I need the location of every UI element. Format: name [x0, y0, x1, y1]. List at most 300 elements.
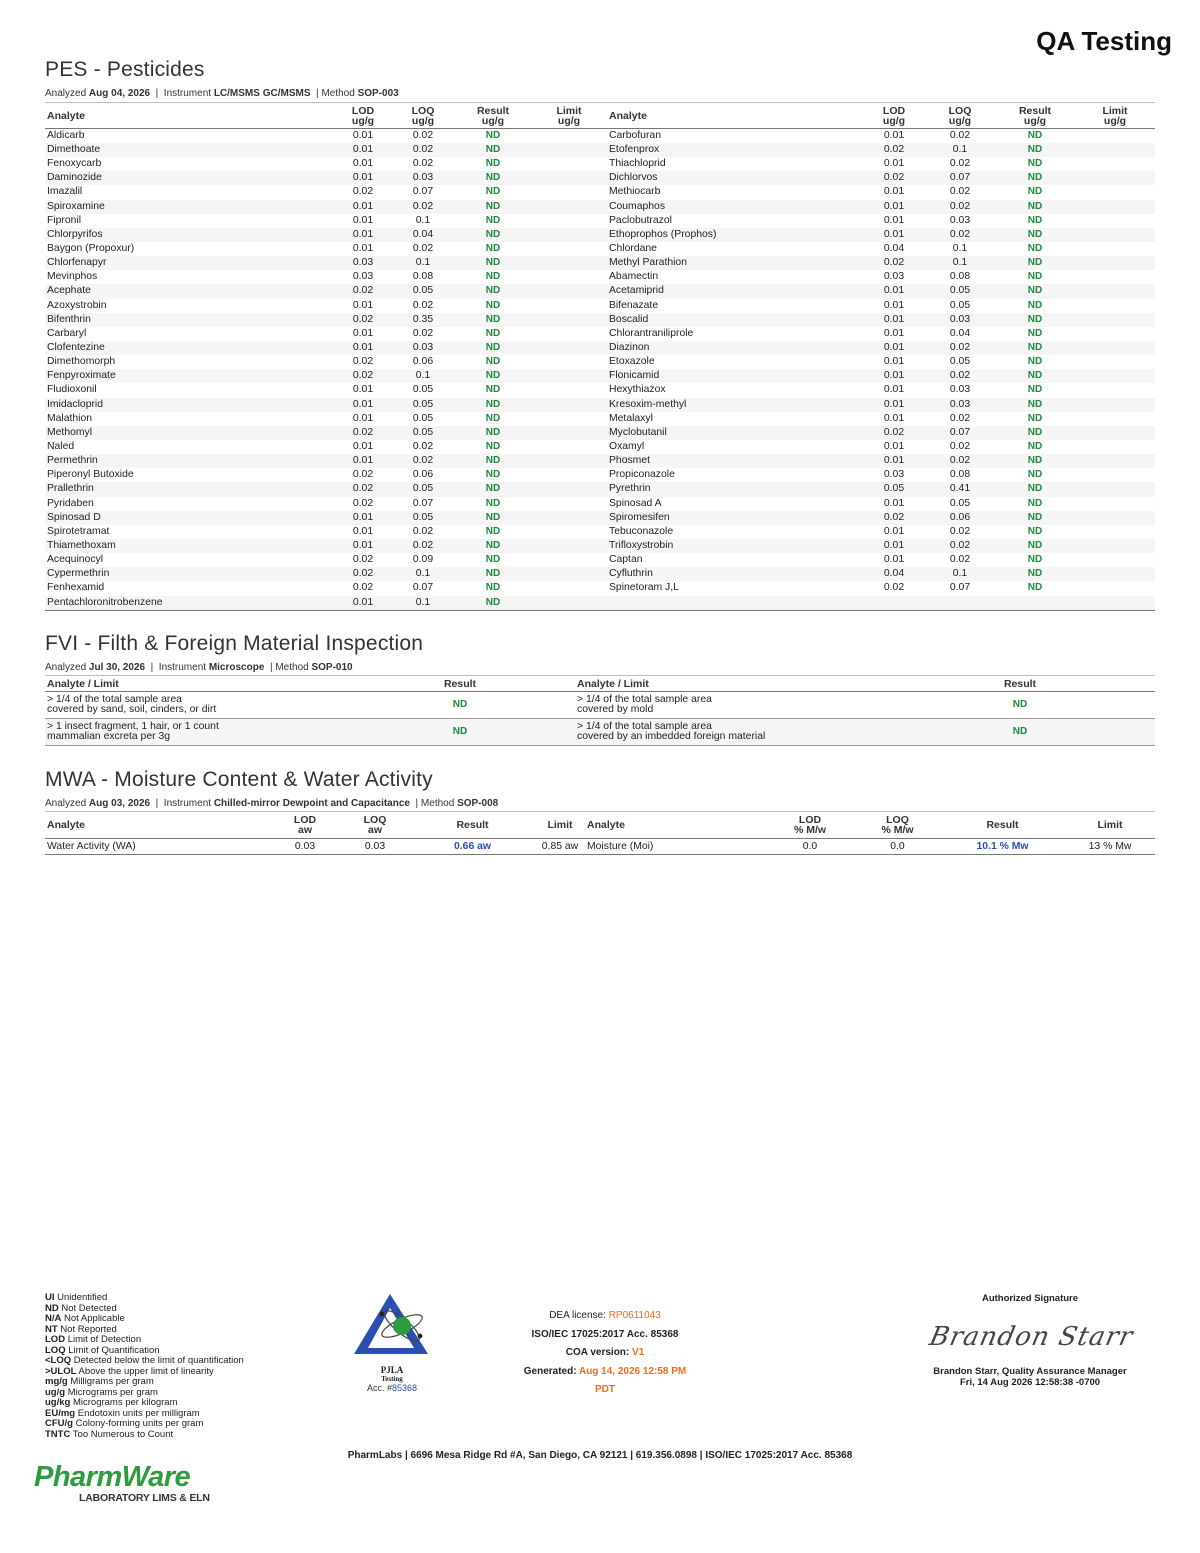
- loq-value: 0.09: [412, 554, 434, 566]
- lod-value: 0.02: [352, 554, 374, 566]
- limit-value: [1075, 454, 1155, 468]
- limit-value: [1075, 355, 1155, 369]
- lod-value: 0.03: [883, 271, 905, 283]
- lab-address: PharmLabs | 6696 Mesa Ridge Rd #A, San Diego, CA 92121 | 619.356.0898 | ISO/IEC 17025:2017 Acc. 85368: [347, 1450, 853, 1461]
- limit-value: [1075, 327, 1155, 341]
- limit-value: [531, 596, 607, 611]
- fvi-result: ND: [885, 692, 1155, 719]
- pes-meta: Analyzed Aug 04, 2026 | Instrument LC/MSMS GC/MSMS | Method SOP-003: [45, 88, 399, 99]
- limit-value: [531, 129, 607, 144]
- limit-value: [1075, 412, 1155, 426]
- result-value: ND: [995, 341, 1075, 355]
- mwa-col-result: Result: [410, 812, 535, 839]
- generated-date: Generated: Aug 14, 2026 12:58 PM: [523, 1365, 687, 1377]
- analyte-name: Malathion: [47, 412, 93, 424]
- pjla-acc: Acc. #85368: [366, 1383, 418, 1393]
- lod-value: 0.02: [352, 186, 374, 198]
- limit-value: [1075, 581, 1155, 595]
- result-value: ND: [455, 369, 531, 383]
- result-value: ND: [995, 228, 1075, 242]
- loq-value: 0.07: [412, 582, 434, 594]
- result-value: ND: [455, 256, 531, 270]
- table-row: [45, 398, 1155, 412]
- analyte-name: Naled: [47, 441, 75, 453]
- lod-value: 0.01: [335, 143, 391, 157]
- signature-script: Brandon Starr: [926, 1322, 1136, 1352]
- legend-item: UI Unidentified: [45, 1292, 108, 1303]
- limit-value: [531, 567, 607, 581]
- limit-value: [1075, 242, 1155, 256]
- analyte-name: Thiamethoxam: [45, 539, 335, 553]
- pes-col-loq: LOQ ug/g: [925, 103, 995, 129]
- limit-value: [1075, 256, 1155, 270]
- analyte-name: Boscalid: [607, 313, 863, 327]
- mwa-title: MWA - Moisture Content & Water Activity: [45, 768, 433, 791]
- limit-value: [1075, 200, 1155, 214]
- lod-value: 0.01: [883, 412, 905, 424]
- table-row: [45, 327, 1155, 341]
- analyte-name: Carbaryl: [47, 327, 87, 339]
- mwa-col-lod: LOD aw: [270, 812, 340, 839]
- lod-value: 0.01: [335, 228, 391, 242]
- lod-value: 0.03: [352, 271, 374, 283]
- limit-value: [531, 383, 607, 397]
- mwa-col-lod: LOD % M/w: [765, 812, 855, 839]
- limit-value: [531, 482, 607, 496]
- lod-value: 0.01: [335, 341, 391, 355]
- table-row: [45, 242, 1155, 256]
- limit-value: [531, 511, 607, 525]
- analyte-name: Acephate: [45, 284, 335, 298]
- loq-value: 0.02: [925, 200, 995, 214]
- analyte-name: Mevinphos: [47, 271, 98, 283]
- limit-value: [531, 228, 607, 242]
- table-row: [45, 440, 1155, 454]
- loq-value: 0.05: [412, 412, 434, 424]
- loq-value: 0.03: [925, 398, 995, 412]
- lod-value: 0.01: [335, 398, 391, 412]
- lod-value: 0.01: [335, 511, 391, 525]
- loq-value: 0.05: [391, 482, 455, 496]
- legend-item: ND Not Detected: [45, 1302, 117, 1314]
- table-row: [45, 497, 1155, 511]
- dea-license: DEA license: RP0611043: [549, 1310, 661, 1321]
- pes-col-limit: Limit ug/g: [531, 103, 607, 129]
- loq-value: 0.1: [925, 567, 995, 581]
- analyte-name: Fipronil: [47, 214, 82, 226]
- loq-value: 0.06: [412, 469, 434, 481]
- analyte-name: Dichlorvos: [607, 171, 863, 185]
- table-row: [45, 719, 1155, 746]
- pes-col-result: Result ug/g: [455, 103, 531, 129]
- loq-value: 0.07: [925, 426, 995, 440]
- analyte-name: Abamectin: [609, 271, 659, 283]
- lod-value: 0.01: [883, 384, 905, 396]
- analyte-name: Etoxazole: [609, 356, 655, 368]
- fvi-limit-text: > 1/4 of the total sample area covered by mold: [575, 692, 885, 719]
- loq-value: 0.08: [412, 271, 434, 283]
- table-row: [45, 596, 1155, 611]
- mwa-table: [45, 811, 1155, 855]
- table-row: [45, 482, 1155, 496]
- result-value: ND: [995, 284, 1075, 298]
- mwa-meta: Analyzed Aug 03, 2026 | Instrument Chilled-mirror Dewpoint and Capacitance | Method SOP-008: [45, 798, 499, 809]
- lod-value: 0.01: [883, 327, 905, 339]
- table-row: [45, 839, 1155, 855]
- result-value: ND: [455, 341, 531, 355]
- lod-value: 0.01: [352, 441, 374, 453]
- limit-value: [1075, 383, 1155, 397]
- result-value: ND: [485, 441, 501, 453]
- fvi-table: [45, 675, 1155, 746]
- lod-value: 0.05: [863, 482, 925, 496]
- lod-value: 0.01: [352, 158, 374, 170]
- pes-col-loq: LOQ ug/g: [391, 103, 455, 129]
- analyte-name: Azoxystrobin: [47, 299, 107, 311]
- lod-value: 0.01: [335, 596, 391, 611]
- fvi-limit-text: > 1/4 of the total sample area covered by sand, soil, cinders, or dirt: [45, 692, 345, 719]
- analyte-name: Imidacloprid: [45, 398, 335, 412]
- limit-value: [1075, 468, 1155, 482]
- lod-value: 0.02: [863, 171, 925, 185]
- loq-value: 0.02: [949, 525, 971, 537]
- limit-value: [1075, 143, 1155, 157]
- loq-value: 0.05: [391, 284, 455, 298]
- fvi-result: ND: [885, 719, 1155, 746]
- mwa-col-limit: Limit: [1065, 812, 1155, 839]
- lod-value: 0.01: [352, 327, 374, 339]
- limit-value: [1075, 171, 1155, 185]
- result-value: ND: [455, 228, 531, 242]
- loq-value: 0.07: [949, 582, 971, 594]
- limit-value: [531, 327, 607, 341]
- legend-item: LOD Limit of Detection: [45, 1334, 142, 1345]
- analyte-name: Kresoxim-methyl: [607, 398, 863, 412]
- result-value: ND: [1027, 130, 1043, 141]
- lod-value: 0.01: [883, 554, 905, 566]
- limit-value: [1075, 511, 1155, 525]
- table-row: [45, 355, 1155, 369]
- result-value: ND: [455, 171, 531, 185]
- analyte-name: Ethoprophos (Prophos): [607, 228, 863, 242]
- lod-value: 0.01: [863, 539, 925, 553]
- legend-item: >ULOL Above the upper limit of linearity: [45, 1365, 214, 1377]
- pjla-sub: Testing: [381, 1375, 403, 1383]
- fvi-result: ND: [345, 719, 575, 746]
- result-value: ND: [995, 200, 1075, 214]
- signature-image: [920, 1304, 1140, 1366]
- lab-brand: QA Testing: [1036, 26, 1172, 56]
- analyte-name: Propiconazole: [609, 469, 675, 481]
- loq-value: [925, 596, 995, 611]
- loq-value: 0.07: [925, 171, 995, 185]
- loq-value: 0.1: [391, 596, 455, 611]
- result-value: ND: [1027, 271, 1043, 283]
- pes-title: PES - Pesticides: [45, 58, 205, 81]
- lod-value: 0.01: [883, 525, 905, 537]
- result-value: ND: [1027, 356, 1043, 368]
- table-row: [45, 228, 1155, 242]
- lod-value: 0.01: [352, 412, 374, 424]
- loq-value: 0.02: [391, 539, 455, 553]
- loq-value: 0.04: [949, 327, 971, 339]
- pes-col-result: Result ug/g: [995, 103, 1075, 129]
- result-value: ND: [455, 200, 531, 214]
- fvi-col-analyte: Analyte / Limit: [45, 676, 345, 692]
- loq-value: 0.05: [949, 497, 971, 509]
- legend-item: TNTC Too Numerous to Count: [45, 1428, 174, 1440]
- mwa-col-analyte: Analyte: [45, 812, 270, 839]
- limit-value: [531, 468, 607, 482]
- loq-value: 0.02: [412, 130, 434, 141]
- legend-item: mg/g Milligrams per gram: [45, 1376, 154, 1387]
- loq-value: 0.05: [925, 284, 995, 298]
- lod-value: 0.01: [863, 200, 925, 214]
- loq-value: 0.05: [391, 426, 455, 440]
- result-value: ND: [1027, 582, 1043, 594]
- pes-col-lod: LOD ug/g: [335, 103, 391, 129]
- result-value: ND: [485, 384, 501, 396]
- limit-value: [1075, 525, 1155, 539]
- limit-value: [1075, 596, 1155, 611]
- analyte-name: Spiroxamine: [45, 200, 335, 214]
- iso-accreditation: ISO/IEC 17025:2017 Acc. 85368: [531, 1328, 679, 1340]
- result-value: ND: [995, 143, 1075, 157]
- result-value: ND: [995, 369, 1075, 383]
- mwa-lod: 0.03: [270, 839, 340, 855]
- analyte-name: Fenhexamid: [47, 582, 105, 594]
- lod-value: 0.01: [863, 369, 925, 383]
- limit-value: [1075, 497, 1155, 511]
- result-value: ND: [1027, 497, 1043, 509]
- loq-value: 0.05: [949, 299, 971, 311]
- loq-value: 0.1: [952, 243, 968, 255]
- analyte-name: Thiachloprid: [609, 158, 666, 170]
- limit-value: [1075, 482, 1155, 496]
- limit-value: [1075, 369, 1155, 383]
- lod-value: 0.01: [352, 299, 374, 311]
- limit-value: [531, 143, 607, 157]
- lod-value: 0.01: [335, 454, 391, 468]
- fvi-col-result: Result: [345, 676, 575, 692]
- analyte-name: Methomyl: [45, 426, 335, 440]
- limit-value: [1075, 440, 1155, 454]
- analyte-name: Pentachloronitrobenzene: [45, 596, 335, 611]
- lod-value: 0.02: [352, 469, 374, 481]
- lod-value: 0.02: [335, 284, 391, 298]
- result-value: ND: [455, 426, 531, 440]
- lod-value: 0.02: [883, 582, 905, 594]
- fvi-col-analyte: Analyte / Limit: [575, 676, 885, 692]
- coa-version: COA version: V1: [565, 1347, 645, 1358]
- loq-value: 0.1: [391, 256, 455, 270]
- limit-value: [531, 553, 607, 567]
- analyte-name: Chlorfenapyr: [45, 256, 335, 270]
- lod-value: 0.01: [863, 284, 925, 298]
- analyte-name: [607, 596, 863, 611]
- loq-value: 0.05: [391, 398, 455, 412]
- fvi-result: ND: [345, 692, 575, 719]
- loq-value: 0.07: [412, 497, 434, 509]
- table-row: [45, 369, 1155, 383]
- loq-value: 0.1: [391, 567, 455, 581]
- pes-table-body: [45, 129, 1155, 611]
- result-value: ND: [485, 582, 501, 594]
- analyte-name: Cypermethrin: [45, 567, 335, 581]
- lod-value: 0.01: [883, 441, 905, 453]
- analyte-name: Cyfluthrin: [607, 567, 863, 581]
- table-row: [45, 525, 1155, 539]
- table-row: [45, 341, 1155, 355]
- lod-value: 0.04: [863, 567, 925, 581]
- result-value: ND: [995, 511, 1075, 525]
- lod-value: 0.01: [352, 384, 374, 396]
- limit-value: [531, 157, 607, 171]
- analyte-name: Paclobutrazol: [609, 214, 672, 226]
- limit-value: [1075, 539, 1155, 553]
- result-value: ND: [485, 243, 501, 255]
- analyte-name: Fenoxycarb: [47, 158, 102, 170]
- result-value: ND: [485, 412, 501, 424]
- loq-value: 0.03: [391, 171, 455, 185]
- signatory-name: Brandon Starr, Quality Assurance Manager: [933, 1366, 1127, 1377]
- table-row: [45, 157, 1155, 171]
- loq-value: 0.02: [925, 454, 995, 468]
- table-row: [45, 426, 1155, 440]
- limit-value: [531, 185, 607, 199]
- legend-item: EU/mg Endotoxin units per milligram: [45, 1407, 200, 1419]
- analyte-name: Coumaphos: [607, 200, 863, 214]
- limit-value: [1075, 157, 1155, 171]
- authorized-signature: [920, 1293, 1140, 1388]
- result-value: ND: [1027, 158, 1043, 170]
- lod-value: 0.02: [335, 482, 391, 496]
- analyte-name: Etofenprox: [607, 143, 863, 157]
- result-value: ND: [995, 454, 1075, 468]
- analyte-name: Prallethrin: [45, 482, 335, 496]
- limit-value: [531, 412, 607, 426]
- lod-value: 0.02: [335, 369, 391, 383]
- lod-value: 0.03: [883, 469, 905, 481]
- table-row: [45, 383, 1155, 397]
- loq-value: 0.02: [949, 412, 971, 424]
- analyte-name: Spinetoram J,L: [609, 582, 679, 594]
- mwa-limit: 13 % Mw: [1065, 839, 1155, 855]
- lod-value: 0.01: [883, 299, 905, 311]
- analyte-name: Clofentezine: [45, 341, 335, 355]
- table-row: [45, 511, 1155, 525]
- loq-value: 0.03: [391, 341, 455, 355]
- mwa-col-result: Result: [940, 812, 1065, 839]
- loq-value: 0.05: [391, 511, 455, 525]
- legend-item: ug/kg Micrograms per kilogram: [45, 1397, 178, 1408]
- legend-item: ug/g Micrograms per gram: [45, 1386, 158, 1398]
- table-row: [45, 171, 1155, 185]
- lod-value: 0.02: [352, 497, 374, 509]
- lod-value: 0.02: [352, 356, 374, 368]
- result-value: ND: [485, 469, 501, 481]
- signature-label: Authorized Signature: [981, 1293, 1079, 1304]
- limit-value: [1075, 284, 1155, 298]
- result-value: ND: [455, 398, 531, 412]
- legend-item: NT Not Reported: [45, 1323, 117, 1335]
- limit-value: [531, 539, 607, 553]
- result-value: ND: [485, 554, 501, 566]
- loq-value: 0.02: [949, 441, 971, 453]
- lod-value: 0.01: [352, 243, 374, 255]
- limit-value: [531, 581, 607, 595]
- limit-value: [531, 341, 607, 355]
- loq-value: 0.02: [925, 369, 995, 383]
- analyte-name: Tebuconazole: [609, 525, 674, 537]
- analyte-name: Diazinon: [607, 341, 863, 355]
- lod-value: 0.02: [352, 582, 374, 594]
- signature-date: Fri, 14 Aug 2026 12:58:38 -0700: [959, 1377, 1101, 1388]
- limit-value: [1075, 313, 1155, 327]
- lod-value: 0.01: [883, 158, 905, 170]
- analyte-name: Myclobutanil: [607, 426, 863, 440]
- loq-value: 0.06: [925, 511, 995, 525]
- fvi-col-result: Result: [885, 676, 1155, 692]
- result-value: ND: [1027, 214, 1043, 226]
- loq-value: 0.02: [412, 299, 434, 311]
- analyte-name: Pyridaben: [47, 497, 94, 509]
- loq-value: 0.02: [949, 130, 971, 141]
- pes-col-lod: LOD ug/g: [863, 103, 925, 129]
- result-value: ND: [485, 130, 501, 141]
- analyte-name: Chlorpyrifos: [45, 228, 335, 242]
- lod-value: 0.02: [335, 313, 391, 327]
- table-row: [45, 553, 1155, 567]
- result-value: ND: [1027, 441, 1043, 453]
- limit-value: [1075, 214, 1155, 228]
- legend-item: CFU/g Colony-forming units per gram: [45, 1418, 204, 1429]
- result-value: ND: [995, 539, 1075, 553]
- result-value: ND: [995, 313, 1075, 327]
- abbreviation-legend: [45, 1293, 244, 1440]
- lod-value: 0.01: [335, 171, 391, 185]
- loq-value: 0.07: [412, 186, 434, 198]
- analyte-name: Flonicamid: [607, 369, 863, 383]
- table-row: [45, 214, 1155, 228]
- table-row: [45, 200, 1155, 214]
- loq-value: 0.02: [391, 454, 455, 468]
- report-info: [500, 1307, 710, 1400]
- result-value: ND: [1027, 243, 1043, 255]
- limit-value: [1075, 270, 1155, 284]
- lod-value: 0.01: [883, 130, 905, 141]
- result-value: ND: [485, 497, 501, 509]
- loq-value: 0.02: [412, 441, 434, 453]
- mwa-loq: 0.03: [340, 839, 410, 855]
- loq-value: 0.05: [949, 356, 971, 368]
- mwa-result: 10.1 % Mw: [940, 839, 1065, 855]
- pes-col-analyte: Analyte: [607, 103, 863, 129]
- mwa-result: 0.66 aw: [410, 839, 535, 855]
- loq-value: 0.08: [949, 271, 971, 283]
- loq-value: 0.02: [391, 143, 455, 157]
- table-row: [45, 539, 1155, 553]
- fvi-section: [45, 632, 1155, 746]
- mwa-col-analyte: Analyte: [585, 812, 765, 839]
- table-row: [45, 581, 1155, 595]
- result-value: ND: [995, 398, 1075, 412]
- lod-value: 0.01: [883, 214, 905, 226]
- mwa-analyte-name: Moisture (Moi): [585, 839, 765, 855]
- result-value: ND: [455, 511, 531, 525]
- analyte-name: Dimethomorph: [47, 356, 116, 368]
- result-value: ND: [1027, 412, 1043, 424]
